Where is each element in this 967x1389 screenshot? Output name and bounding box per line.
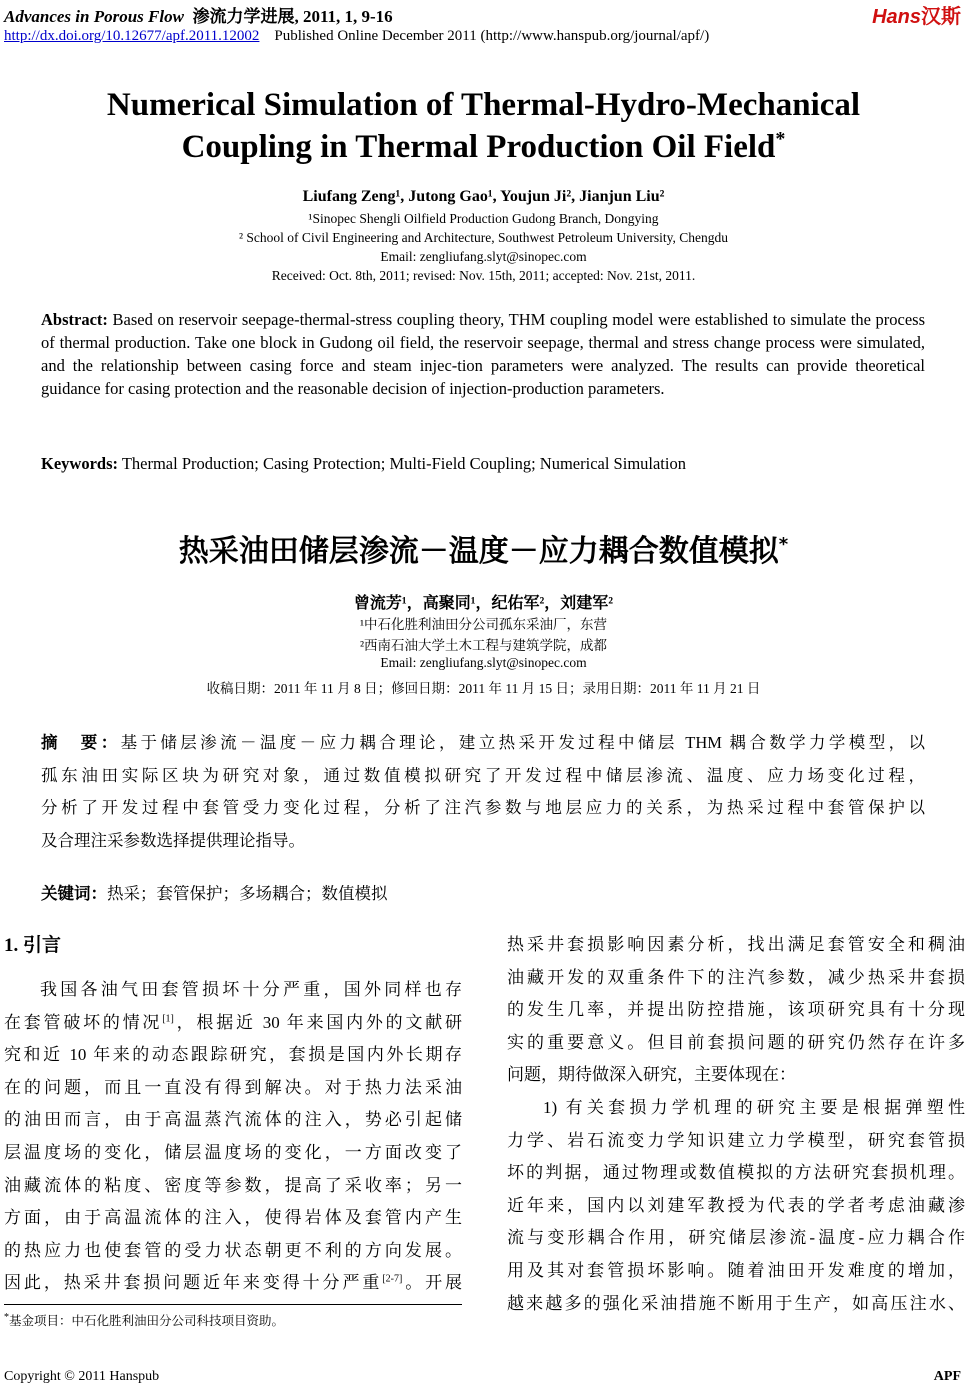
- body-line: [4, 1007, 462, 1040]
- published-info: Published Online December 2011 (http://www.hanspub.org/journal/apf/): [274, 28, 710, 44]
- section-heading: 1. 引言: [4, 935, 62, 956]
- citation: , 2011, 1, 9-16: [294, 7, 393, 26]
- text: 在套管破坏的情况: [4, 1012, 163, 1032]
- text: 因此，热采井套损问题近年来变得十分严重: [4, 1273, 383, 1293]
- body-line: 1) 有关套损力学机理的研究主要是根据弹塑性: [543, 1097, 965, 1117]
- footnote: [4, 1311, 284, 1329]
- affiliation-zh-2: ²西南石油大学土木工程与建筑学院，成都: [359, 638, 608, 653]
- body-line: 油藏开发的双重条件下的注汽参数，减少热采井套损: [507, 967, 965, 987]
- title-footnote-mark: *: [775, 128, 786, 150]
- doi-line: [4, 28, 709, 45]
- body-line: 的发生几率，并提出防控措施，该项研究具有十分现: [507, 1000, 965, 1020]
- right-column: [507, 929, 965, 1320]
- citation-ref: [1]: [162, 1012, 174, 1024]
- body-line: 的热应力也使套管的受力状态朝更不利的方向发展。: [4, 1240, 462, 1260]
- body-line: [4, 1267, 462, 1300]
- doi-link[interactable]: http://dx.doi.org/10.12677/apf.2011.12002: [4, 28, 260, 44]
- body-line: 越来越多的强化采油措施不断用于生产，如高压注水、: [507, 1293, 965, 1313]
- left-column: [4, 974, 462, 1300]
- journal-abbr: APF: [933, 1369, 961, 1384]
- logo-zh: 汉斯: [921, 6, 961, 28]
- abstract-zh-line: 孤东油田实际区块为研究对象，通过数值模拟研究了开发过程中储层渗流、温度、应力场变化过程，: [41, 765, 925, 785]
- body-line: 近年来，国内以刘建军教授为代表的学者考虑油藏渗: [507, 1195, 965, 1215]
- body-line: 层温度场的变化，储层温度场的变化，一方面改变了: [4, 1142, 462, 1162]
- journal-header: [4, 2, 393, 27]
- citation-ref: [2-7]: [382, 1273, 403, 1285]
- body-line: 坏的判据，通过物理或数值模拟的方法研究套损机理。: [507, 1163, 965, 1183]
- text: ，根据近 30 年来国内外的文献研: [173, 1012, 463, 1032]
- body-line: 用及其对套管损坏影响。随着油田开发难度的增加，: [507, 1260, 965, 1280]
- body-line: 热采井套损影响因素分析，找出满足套管安全和稠油: [507, 935, 965, 954]
- abstract-label: Abstract:: [41, 310, 108, 329]
- title-line-2: Coupling in Thermal Production Oil Field: [181, 129, 776, 165]
- abstract-zh-line: [41, 727, 925, 760]
- hans-logo: [872, 0, 961, 29]
- footnote-mark: *: [4, 1311, 9, 1323]
- abstract-zh-label: 摘 要：: [41, 733, 121, 752]
- affiliation-2: ² School of Civil Engineering and Architecture, Southwest Petroleum University, Chengdu: [238, 230, 729, 245]
- received-dates: Received: Oct. 8th, 2011; revised: Nov. 15th, 2011; accepted: Nov. 21st, 2011.: [271, 268, 696, 283]
- dates-zh: 收稿日期：2011 年 11 月 8 日；修回日期：2011 年 11 月 15 日；录用日期：2011 年 11 月 21 日: [206, 681, 761, 696]
- body-line: 问题，期待做深入研究，主要体现在：: [507, 1065, 796, 1085]
- body-line: 力学、岩石流变力学知识建立力学模型，研究套管损: [507, 1130, 965, 1150]
- body-line: 的油田而言，由于高温蒸汽流体的注入，势必引起储: [4, 1110, 462, 1130]
- affiliation-zh-1: ¹中石化胜利油田分公司孤东采油厂，东营: [359, 617, 608, 632]
- body-line: 究和近 10 年来的动态跟踪研究，套损是国内外长期存: [4, 1045, 462, 1065]
- email-zh: Email: zengliufang.slyt@sinopec.com: [380, 655, 587, 670]
- body-line: 我国各油气田套管损坏十分严重，国外同样也存: [40, 980, 462, 999]
- keywords-zh: [41, 880, 388, 904]
- affiliation-1: ¹Sinopec Shengli Oilfield Production Gudong Branch, Dongying: [308, 211, 659, 226]
- body-line: 流与变形耦合作用，研究储层渗流-温度-应力耦合作: [507, 1228, 965, 1248]
- authors: Liufang Zeng¹, Jutong Gao¹, Youjun Ji², Jianjun Liu²: [302, 188, 665, 205]
- body-line: 实的重要意义。但目前套损问题的研究仍然存在许多: [507, 1032, 965, 1052]
- title-zh: [0, 526, 967, 570]
- abstract-zh: [41, 727, 925, 857]
- copyright: Copyright © 2011 Hanspub: [4, 1369, 160, 1384]
- abstract-en: [41, 308, 925, 400]
- body-line: 方面，由于高温流体的注入，使得岩体及套管内产生: [4, 1208, 462, 1228]
- abstract-text: Based on reservoir seepage-thermal-stress coupling theory, THM coupling model were established to simulate the process of thermal production. Take one block in Gudong oil field, the reservoir seepage, thermal and stress change process were simulated, and the relationship between casing force and steam injec-tion parameters were analyzed. The results can provide theoretical guidance for casing protection and the reasonable decision of injection-production parameters.: [41, 310, 925, 398]
- keywords-zh-label: 关键词：: [41, 884, 107, 903]
- logo-en: Hans: [872, 6, 921, 28]
- keywords-en: [41, 454, 686, 474]
- keywords-zh-text: 热采；套管保护；多场耦合；数值模拟: [107, 884, 388, 903]
- title-line-1: Numerical Simulation of Thermal-Hydro-Mechanical: [106, 87, 861, 123]
- authors-zh: 曾流芳¹，高聚同¹，纪佑军²，刘建军²: [353, 595, 614, 612]
- keywords-text: Thermal Production; Casing Protection; Multi-Field Coupling; Numerical Simulation: [121, 454, 686, 473]
- journal-name-zh: 渗流力学进展: [192, 7, 295, 26]
- body-line: 在的问题，而且一直没有得到解决。对于热力法采油: [4, 1077, 462, 1097]
- footnote-divider: [4, 1304, 462, 1305]
- abstract-zh-line: 分析了开发过程中套管受力变化过程，分析了注汽参数与地层应力的关系，为热采过程中套管保护以: [41, 798, 925, 817]
- paper-title: [0, 84, 967, 168]
- abstract-zh-line: 及合理注采参数选择提供理论指导。: [41, 830, 305, 850]
- email: Email: zengliufang.slyt@sinopec.com: [380, 249, 587, 264]
- title-zh-footnote-mark: *: [778, 534, 789, 555]
- journal-name: Advances in Porous Flow: [4, 7, 184, 26]
- title-zh-text: 热采油田储层渗流－温度－应力耦合数值模拟: [178, 534, 779, 569]
- keywords-label: Keywords:: [41, 454, 118, 473]
- abstract-zh-text: 基于储层渗流－温度－应力耦合理论，建立热采开发过程中储层 THM 耦合数学力学模型，以: [120, 733, 925, 752]
- footnote-text: 基金项目：中石化胜利油田分公司科技项目资助。: [9, 1314, 285, 1328]
- text: 。开展: [402, 1273, 463, 1293]
- body-line: 油藏流体的粘度、密度等参数，提高了采收率；另一: [4, 1175, 462, 1195]
